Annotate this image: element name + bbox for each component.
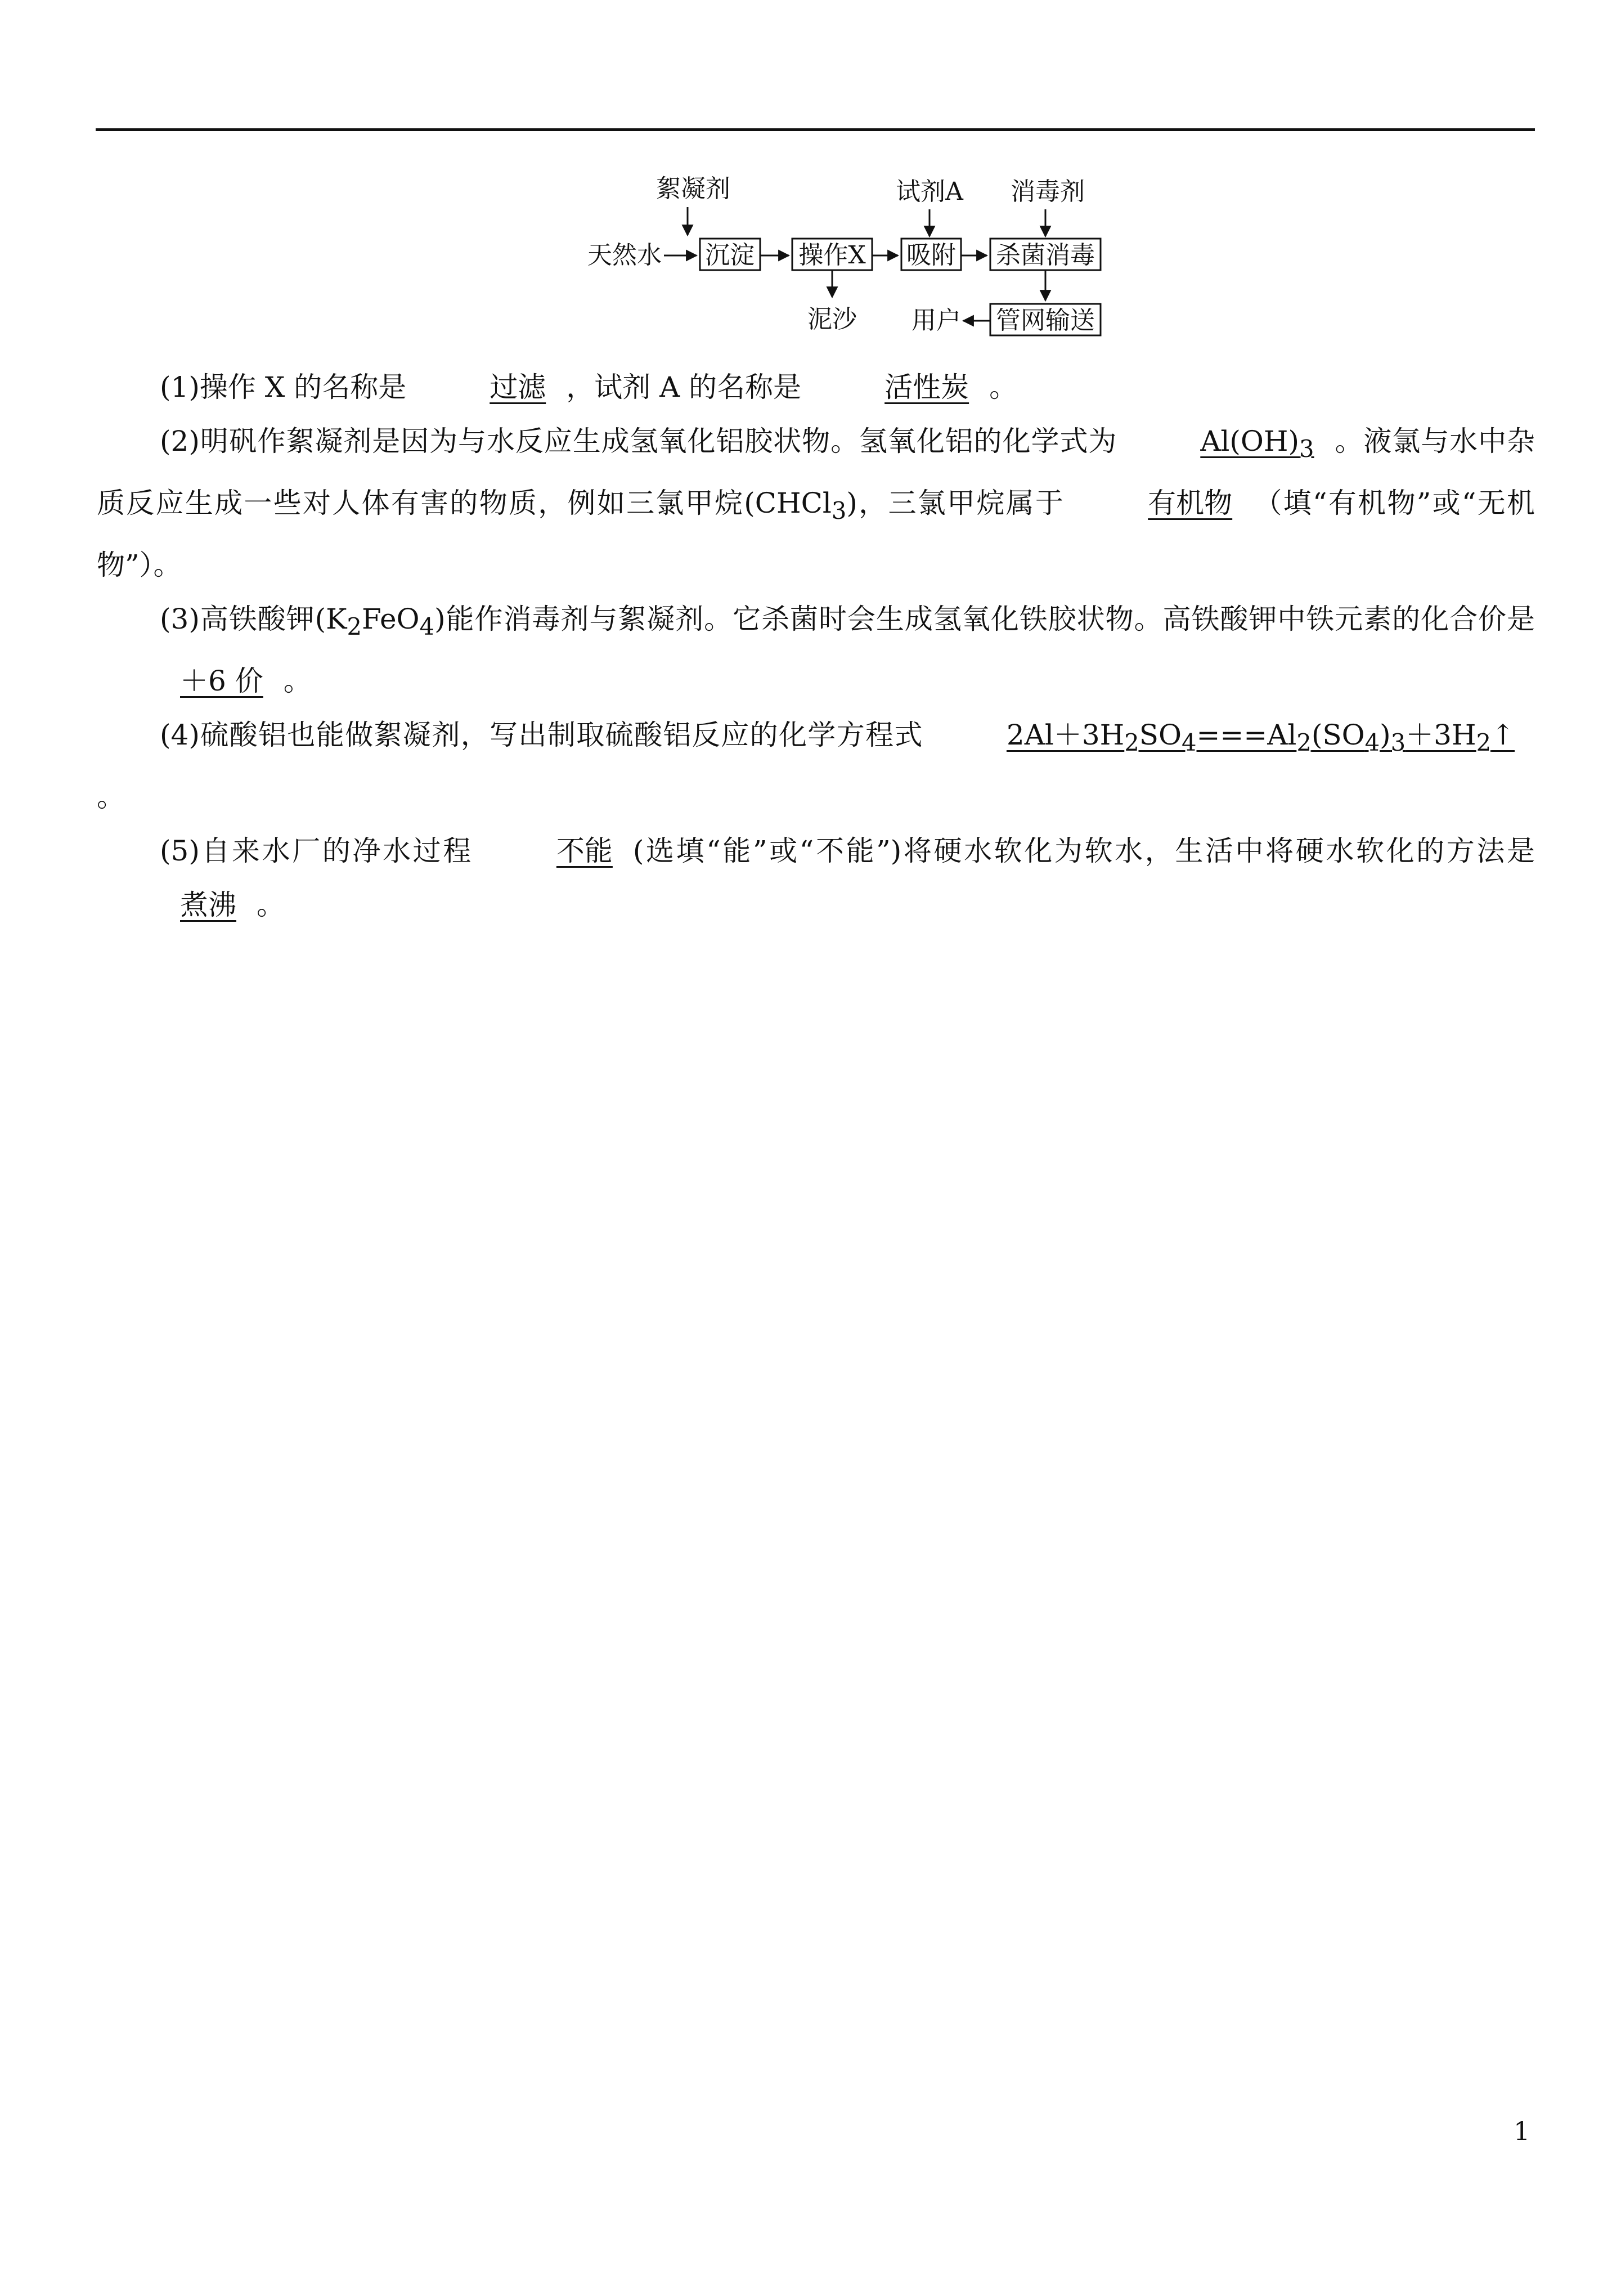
gas-arrow-icon: ↑: [1491, 719, 1515, 751]
page-number: 1: [1514, 2116, 1530, 2146]
q1-text-2: ，试剂 A 的名称是: [566, 371, 802, 403]
q2-text-3: )，三氯甲烷属于: [846, 487, 1065, 519]
eq-sub-6: 2: [1476, 729, 1492, 756]
q3-o-sub: 4: [419, 613, 435, 640]
silt-label: 泥沙: [807, 305, 857, 334]
eq-part-d: (SO: [1311, 719, 1365, 751]
eq-part-a: 2Al＋3H: [1006, 719, 1125, 751]
q3-text-1: (3)高铁酸钾(K: [160, 603, 347, 635]
q5-text-2: (选填“能”或“不能”)将硬水软化为软水，生活中将硬水软化的方法是: [632, 835, 1535, 867]
user-label: 用户: [911, 306, 961, 335]
eq-part-c: ===Al: [1196, 719, 1297, 751]
q2-text-2: 。液氯与水中杂质反应生成一些对人体有害的物质，例如三氯甲烷(CHCl: [97, 425, 1535, 519]
q5-text-3: 。: [257, 889, 285, 921]
q2-chcl3-sub: 3: [831, 497, 847, 524]
q1-text-1: (1)操作 X 的名称是: [160, 371, 407, 403]
q3-answer-valence: ＋6 价: [180, 665, 263, 697]
question-2: [97, 414, 1535, 592]
reagent-a-label: 试剂A: [896, 177, 963, 206]
q5-answer-can-not: 不能: [556, 835, 613, 867]
q5-answer-method: 煮沸: [180, 889, 236, 921]
step-operation-x-label: 操作X: [798, 241, 866, 270]
q2-answer-formula: [1117, 414, 1334, 476]
q1-answer-operation-x: 过滤: [490, 371, 546, 403]
eq-sub-5: 3: [1390, 729, 1406, 756]
q1-answer-reagent-a: 活性炭: [884, 371, 969, 403]
eq-sub-1: 2: [1124, 729, 1139, 756]
q3-text-1b: FeO: [362, 603, 420, 635]
q2-text-1: (2)明矾作絮凝剂是因为与水反应生成氢氧化铝胶状物。氢氧化铝的化学式为: [160, 425, 1117, 458]
eq-part-e: ): [1380, 719, 1391, 751]
q2-formula-sub: 3: [1299, 435, 1314, 463]
eq-sub-3: 2: [1296, 729, 1312, 756]
q2-formula-main: Al(OH): [1200, 425, 1300, 458]
q3-text-3: 。: [283, 665, 312, 697]
disinfectant-label: 消毒剂: [1011, 177, 1085, 206]
question-3: [97, 592, 1535, 708]
q2-text-4: （填“有机物”或“无机物”）。: [97, 487, 1535, 581]
eq-sub-4: 4: [1364, 729, 1380, 756]
q4-text-2: 。: [97, 781, 125, 813]
q4-answer-equation: [923, 708, 1535, 770]
eq-part-b: SO: [1139, 719, 1182, 751]
natural-water-label: 天然水: [587, 241, 662, 270]
flocculant-label: 絮凝剂: [656, 174, 730, 203]
eq-part-f: ＋3H: [1406, 719, 1476, 751]
q1-text-3: 。: [989, 371, 1018, 403]
step-sediment-label: 沉淀: [705, 241, 755, 270]
question-1: [97, 360, 1535, 414]
question-5: [97, 824, 1535, 932]
q2-answer-organic: 有机物: [1148, 487, 1233, 519]
question-4: [97, 708, 1535, 824]
step-adsorption-label: 吸附: [906, 241, 956, 270]
step-sterilize-label: 杀菌消毒: [996, 241, 1095, 270]
water-treatment-flowchart: [0, 0, 1621, 360]
q5-text-1: (5)自来水厂的净水过程: [160, 835, 473, 867]
q3-k-sub: 2: [347, 613, 362, 640]
q3-text-2: )能作消毒剂与絮凝剂。它杀菌时会生成氢氧化铁胶状物。高铁酸钾中铁元素的化合价是: [434, 603, 1535, 635]
eq-sub-2: 4: [1182, 729, 1197, 756]
step-pipeline-label: 管网输送: [996, 306, 1095, 335]
question-body: [97, 360, 1535, 932]
q4-text-1: (4)硫酸铝也能做絮凝剂，写出制取硫酸铝反应的化学方程式: [160, 719, 923, 751]
